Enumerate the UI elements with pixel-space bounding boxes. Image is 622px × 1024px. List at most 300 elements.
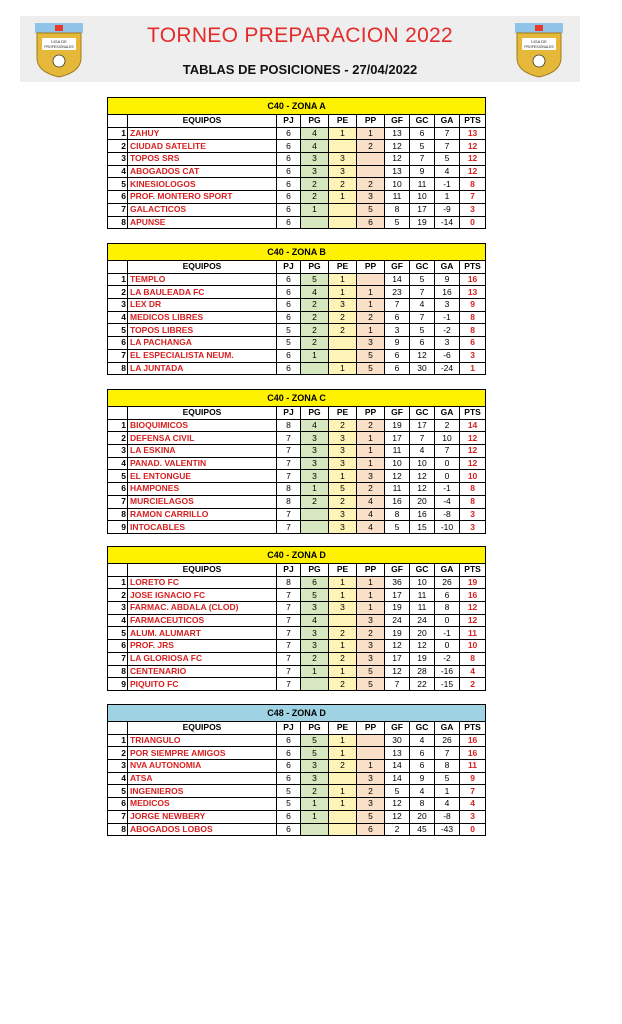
team-name-cell: EL ESPECIALISTA NEUM. <box>128 349 277 362</box>
ga-cell: 2 <box>435 419 460 432</box>
gf-cell: 7 <box>385 678 410 691</box>
gc-cell: 9 <box>410 772 435 785</box>
table-row <box>108 640 486 653</box>
gf-cell: 12 <box>385 798 410 811</box>
gf-cell: 30 <box>385 734 410 747</box>
team-name-cell: FARMAC. ABDALA (CLOD) <box>128 602 277 615</box>
pp-cell: 4 <box>357 495 385 508</box>
pj-cell: 6 <box>277 810 301 823</box>
pts-cell: 9 <box>460 772 486 785</box>
ga-cell: 8 <box>435 602 460 615</box>
pp-cell: 2 <box>357 140 385 153</box>
gc-cell: 10 <box>410 457 435 470</box>
gc-cell: 6 <box>410 747 435 760</box>
column-header-blank <box>108 564 128 577</box>
team-name-cell: PROF. JRS <box>128 640 277 653</box>
table-row <box>108 127 486 140</box>
pts-cell: 1 <box>460 362 486 375</box>
pts-cell: 11 <box>460 760 486 773</box>
pe-cell: 2 <box>329 178 357 191</box>
pj-cell: 6 <box>277 165 301 178</box>
table-row <box>108 419 486 432</box>
pj-cell: 7 <box>277 614 301 627</box>
ga-cell: 6 <box>435 589 460 602</box>
gf-cell: 11 <box>385 191 410 204</box>
column-header: GA <box>435 115 460 128</box>
pp-cell <box>357 273 385 286</box>
pts-cell: 12 <box>460 153 486 166</box>
pe-cell: 3 <box>329 457 357 470</box>
pp-cell: 2 <box>357 627 385 640</box>
table-row <box>108 747 486 760</box>
pe-cell: 1 <box>329 362 357 375</box>
pg-cell: 3 <box>301 153 329 166</box>
column-header: GC <box>410 261 435 274</box>
pj-cell: 7 <box>277 640 301 653</box>
pp-cell <box>357 747 385 760</box>
gc-cell: 7 <box>410 432 435 445</box>
position-cell: 1 <box>108 127 128 140</box>
column-header: PE <box>329 564 357 577</box>
column-header-blank <box>108 115 128 128</box>
pe-cell: 2 <box>329 652 357 665</box>
gc-cell: 6 <box>410 337 435 350</box>
pj-cell: 6 <box>277 286 301 299</box>
gc-cell: 11 <box>410 589 435 602</box>
gc-cell: 30 <box>410 362 435 375</box>
ga-cell: 3 <box>435 299 460 312</box>
gc-cell: 4 <box>410 445 435 458</box>
pe-cell: 2 <box>329 678 357 691</box>
ga-cell: 7 <box>435 445 460 458</box>
gf-cell: 11 <box>385 483 410 496</box>
position-cell: 1 <box>108 273 128 286</box>
svg-text:LIGA DE: LIGA DE <box>51 39 67 44</box>
standings-table <box>107 546 486 691</box>
pts-cell: 12 <box>460 432 486 445</box>
ga-cell: -10 <box>435 521 460 534</box>
table-row <box>108 508 486 521</box>
team-name-cell: TEMPLO <box>128 273 277 286</box>
pe-cell: 1 <box>329 273 357 286</box>
pts-cell: 3 <box>460 203 486 216</box>
column-header: PG <box>301 115 329 128</box>
ga-cell: -16 <box>435 665 460 678</box>
gf-cell: 6 <box>385 311 410 324</box>
position-cell: 2 <box>108 140 128 153</box>
ga-cell: 1 <box>435 785 460 798</box>
column-header: PTS <box>460 261 486 274</box>
pg-cell <box>301 521 329 534</box>
pe-cell: 3 <box>329 299 357 312</box>
table-row <box>108 614 486 627</box>
column-header: PTS <box>460 722 486 735</box>
pj-cell: 6 <box>277 127 301 140</box>
pj-cell: 6 <box>277 191 301 204</box>
pe-cell: 1 <box>329 734 357 747</box>
gc-cell: 12 <box>410 470 435 483</box>
page-header <box>20 16 580 82</box>
pts-cell: 8 <box>460 495 486 508</box>
pts-cell: 4 <box>460 665 486 678</box>
position-cell: 2 <box>108 432 128 445</box>
ga-cell: 8 <box>435 760 460 773</box>
column-header: PP <box>357 115 385 128</box>
table-row <box>108 495 486 508</box>
column-header: GF <box>385 722 410 735</box>
position-cell: 7 <box>108 349 128 362</box>
gf-cell: 12 <box>385 665 410 678</box>
table-row <box>108 337 486 350</box>
ga-cell: 1 <box>435 191 460 204</box>
pp-cell: 2 <box>357 311 385 324</box>
pts-cell: 19 <box>460 576 486 589</box>
ga-cell: 4 <box>435 165 460 178</box>
position-cell: 7 <box>108 810 128 823</box>
table-title: C40 - ZONA B <box>108 244 486 261</box>
pp-cell: 2 <box>357 419 385 432</box>
position-cell: 2 <box>108 747 128 760</box>
table-row <box>108 216 486 229</box>
team-name-cell: PIQUITO FC <box>128 678 277 691</box>
standings-table <box>107 704 486 836</box>
gc-cell: 12 <box>410 483 435 496</box>
ga-cell: 0 <box>435 640 460 653</box>
pts-cell: 12 <box>460 614 486 627</box>
pts-cell: 9 <box>460 299 486 312</box>
table-row <box>108 203 486 216</box>
gf-cell: 6 <box>385 349 410 362</box>
pg-cell: 2 <box>301 311 329 324</box>
ga-cell: 0 <box>435 457 460 470</box>
pe-cell: 3 <box>329 445 357 458</box>
ga-cell: 26 <box>435 734 460 747</box>
pj-cell: 7 <box>277 678 301 691</box>
position-cell: 6 <box>108 798 128 811</box>
column-header: PJ <box>277 722 301 735</box>
column-header: EQUIPOS <box>128 564 277 577</box>
team-name-cell: DEFENSA CIVIL <box>128 432 277 445</box>
column-header: PG <box>301 564 329 577</box>
pj-cell: 6 <box>277 311 301 324</box>
pp-cell: 3 <box>357 614 385 627</box>
table-row <box>108 665 486 678</box>
pg-cell: 3 <box>301 457 329 470</box>
pe-cell: 2 <box>329 324 357 337</box>
pe-cell: 3 <box>329 602 357 615</box>
ga-cell: -6 <box>435 349 460 362</box>
gf-cell: 12 <box>385 810 410 823</box>
pts-cell: 3 <box>460 521 486 534</box>
gf-cell: 36 <box>385 576 410 589</box>
team-name-cell: ALUM. ALUMART <box>128 627 277 640</box>
pp-cell <box>357 734 385 747</box>
pp-cell: 6 <box>357 823 385 836</box>
gf-cell: 19 <box>385 627 410 640</box>
column-header: EQUIPOS <box>128 722 277 735</box>
column-header: GA <box>435 407 460 420</box>
pe-cell: 2 <box>329 627 357 640</box>
pe-cell <box>329 349 357 362</box>
gf-cell: 13 <box>385 127 410 140</box>
pts-cell: 3 <box>460 810 486 823</box>
table-row <box>108 576 486 589</box>
pp-cell: 3 <box>357 652 385 665</box>
team-name-cell: NVA AUTONOMIA <box>128 760 277 773</box>
pp-cell <box>357 165 385 178</box>
position-cell: 8 <box>108 362 128 375</box>
pp-cell: 1 <box>357 457 385 470</box>
table-row <box>108 273 486 286</box>
column-header: PTS <box>460 407 486 420</box>
pp-cell: 4 <box>357 508 385 521</box>
gf-cell: 10 <box>385 457 410 470</box>
gf-cell: 14 <box>385 273 410 286</box>
pp-cell: 5 <box>357 203 385 216</box>
pts-cell: 12 <box>460 165 486 178</box>
pj-cell: 6 <box>277 299 301 312</box>
position-cell: 8 <box>108 508 128 521</box>
pp-cell: 1 <box>357 324 385 337</box>
pp-cell: 3 <box>357 191 385 204</box>
pe-cell <box>329 216 357 229</box>
pp-cell: 2 <box>357 483 385 496</box>
team-name-cell: PROF. MONTERO SPORT <box>128 191 277 204</box>
gf-cell: 12 <box>385 470 410 483</box>
gc-cell: 6 <box>410 127 435 140</box>
column-header: PE <box>329 115 357 128</box>
gc-cell: 17 <box>410 419 435 432</box>
pg-cell: 6 <box>301 576 329 589</box>
table-row <box>108 432 486 445</box>
position-cell: 8 <box>108 665 128 678</box>
team-name-cell: MURCIELAGOS <box>128 495 277 508</box>
team-name-cell: TOPOS LIBRES <box>128 324 277 337</box>
column-header: PG <box>301 722 329 735</box>
pg-cell: 4 <box>301 127 329 140</box>
gc-cell: 12 <box>410 640 435 653</box>
position-cell: 3 <box>108 445 128 458</box>
pj-cell: 7 <box>277 457 301 470</box>
pp-cell: 1 <box>357 286 385 299</box>
column-header: GF <box>385 407 410 420</box>
pe-cell: 1 <box>329 589 357 602</box>
team-name-cell: JORGE NEWBERY <box>128 810 277 823</box>
table-row <box>108 349 486 362</box>
pj-cell: 8 <box>277 419 301 432</box>
column-header-blank <box>108 722 128 735</box>
pj-cell: 6 <box>277 734 301 747</box>
pe-cell: 3 <box>329 153 357 166</box>
pts-cell: 8 <box>460 311 486 324</box>
pts-cell: 2 <box>460 678 486 691</box>
pg-cell: 5 <box>301 734 329 747</box>
pts-cell: 12 <box>460 457 486 470</box>
pts-cell: 7 <box>460 191 486 204</box>
pts-cell: 3 <box>460 349 486 362</box>
gf-cell: 8 <box>385 203 410 216</box>
table-row <box>108 760 486 773</box>
column-header: PP <box>357 407 385 420</box>
pj-cell: 7 <box>277 627 301 640</box>
gf-cell: 19 <box>385 419 410 432</box>
pts-cell: 8 <box>460 483 486 496</box>
position-cell: 3 <box>108 153 128 166</box>
pp-cell: 1 <box>357 602 385 615</box>
pp-cell: 3 <box>357 337 385 350</box>
gc-cell: 16 <box>410 508 435 521</box>
gf-cell: 2 <box>385 823 410 836</box>
pp-cell: 1 <box>357 432 385 445</box>
pe-cell: 3 <box>329 508 357 521</box>
ga-cell: 0 <box>435 470 460 483</box>
position-cell: 9 <box>108 521 128 534</box>
ga-cell: -1 <box>435 311 460 324</box>
team-name-cell: MEDICOS LIBRES <box>128 311 277 324</box>
pp-cell: 5 <box>357 362 385 375</box>
column-header: PP <box>357 722 385 735</box>
pe-cell: 1 <box>329 747 357 760</box>
gc-cell: 19 <box>410 216 435 229</box>
pe-cell: 2 <box>329 311 357 324</box>
position-cell: 4 <box>108 457 128 470</box>
ga-cell: 9 <box>435 273 460 286</box>
table-row <box>108 286 486 299</box>
gf-cell: 10 <box>385 178 410 191</box>
table-row <box>108 678 486 691</box>
pts-cell: 14 <box>460 419 486 432</box>
pe-cell: 3 <box>329 165 357 178</box>
position-cell: 6 <box>108 640 128 653</box>
gc-cell: 10 <box>410 191 435 204</box>
table-row <box>108 627 486 640</box>
pg-cell: 3 <box>301 432 329 445</box>
svg-text:LIGA DE: LIGA DE <box>531 39 547 44</box>
pe-cell: 1 <box>329 785 357 798</box>
table-title: C48 - ZONA D <box>108 705 486 722</box>
pp-cell: 5 <box>357 349 385 362</box>
pe-cell <box>329 823 357 836</box>
table-row <box>108 445 486 458</box>
pg-cell: 3 <box>301 602 329 615</box>
pts-cell: 12 <box>460 602 486 615</box>
table-row <box>108 457 486 470</box>
table-row <box>108 153 486 166</box>
table-row <box>108 785 486 798</box>
pp-cell: 5 <box>357 678 385 691</box>
gc-cell: 24 <box>410 614 435 627</box>
gc-cell: 6 <box>410 760 435 773</box>
pg-cell: 1 <box>301 349 329 362</box>
pts-cell: 13 <box>460 286 486 299</box>
position-cell: 5 <box>108 470 128 483</box>
team-name-cell: BIOQUIMICOS <box>128 419 277 432</box>
team-name-cell: ZAHUY <box>128 127 277 140</box>
pg-cell: 3 <box>301 445 329 458</box>
gf-cell: 11 <box>385 445 410 458</box>
pj-cell: 7 <box>277 652 301 665</box>
pg-cell: 2 <box>301 299 329 312</box>
pg-cell: 1 <box>301 203 329 216</box>
pp-cell: 3 <box>357 798 385 811</box>
ga-cell: 3 <box>435 337 460 350</box>
column-header: PJ <box>277 407 301 420</box>
table-row <box>108 324 486 337</box>
position-cell: 7 <box>108 495 128 508</box>
column-header: EQUIPOS <box>128 261 277 274</box>
position-cell: 6 <box>108 483 128 496</box>
column-header: GA <box>435 564 460 577</box>
table-row <box>108 191 486 204</box>
gf-cell: 7 <box>385 299 410 312</box>
pg-cell: 2 <box>301 652 329 665</box>
pj-cell: 6 <box>277 772 301 785</box>
team-name-cell: PANAD. VALENTIN <box>128 457 277 470</box>
pe-cell: 1 <box>329 640 357 653</box>
team-name-cell: ABOGADOS CAT <box>128 165 277 178</box>
pe-cell <box>329 140 357 153</box>
ga-cell: 10 <box>435 432 460 445</box>
ga-cell: -2 <box>435 324 460 337</box>
gc-cell: 12 <box>410 349 435 362</box>
gc-cell: 11 <box>410 602 435 615</box>
gf-cell: 9 <box>385 337 410 350</box>
gc-cell: 28 <box>410 665 435 678</box>
pe-cell: 1 <box>329 576 357 589</box>
pp-cell: 1 <box>357 760 385 773</box>
team-name-cell: GALACTICOS <box>128 203 277 216</box>
pg-cell: 2 <box>301 785 329 798</box>
gf-cell: 14 <box>385 760 410 773</box>
pe-cell: 1 <box>329 798 357 811</box>
table-row <box>108 311 486 324</box>
pj-cell: 7 <box>277 521 301 534</box>
pe-cell: 2 <box>329 419 357 432</box>
gf-cell: 5 <box>385 521 410 534</box>
team-name-cell: RAMON CARRILLO <box>128 508 277 521</box>
pg-cell: 3 <box>301 165 329 178</box>
gc-cell: 17 <box>410 203 435 216</box>
position-cell: 1 <box>108 419 128 432</box>
pg-cell: 4 <box>301 614 329 627</box>
pj-cell: 8 <box>277 483 301 496</box>
position-cell: 2 <box>108 286 128 299</box>
table-row <box>108 470 486 483</box>
pg-cell: 2 <box>301 191 329 204</box>
ga-cell: -1 <box>435 627 460 640</box>
pj-cell: 6 <box>277 216 301 229</box>
column-header: GC <box>410 115 435 128</box>
gf-cell: 14 <box>385 772 410 785</box>
position-cell: 4 <box>108 614 128 627</box>
pg-cell <box>301 216 329 229</box>
gc-cell: 45 <box>410 823 435 836</box>
pp-cell: 1 <box>357 576 385 589</box>
pp-cell: 2 <box>357 785 385 798</box>
gf-cell: 24 <box>385 614 410 627</box>
pe-cell: 3 <box>329 432 357 445</box>
pg-cell: 2 <box>301 324 329 337</box>
gc-cell: 19 <box>410 652 435 665</box>
page-subtitle: TABLAS DE POSICIONES - 27/04/2022 <box>182 62 418 77</box>
table-row <box>108 734 486 747</box>
gc-cell: 9 <box>410 165 435 178</box>
pg-cell: 3 <box>301 627 329 640</box>
gf-cell: 16 <box>385 495 410 508</box>
pg-cell: 4 <box>301 140 329 153</box>
team-name-cell: KINESIOLOGOS <box>128 178 277 191</box>
column-header: PG <box>301 407 329 420</box>
